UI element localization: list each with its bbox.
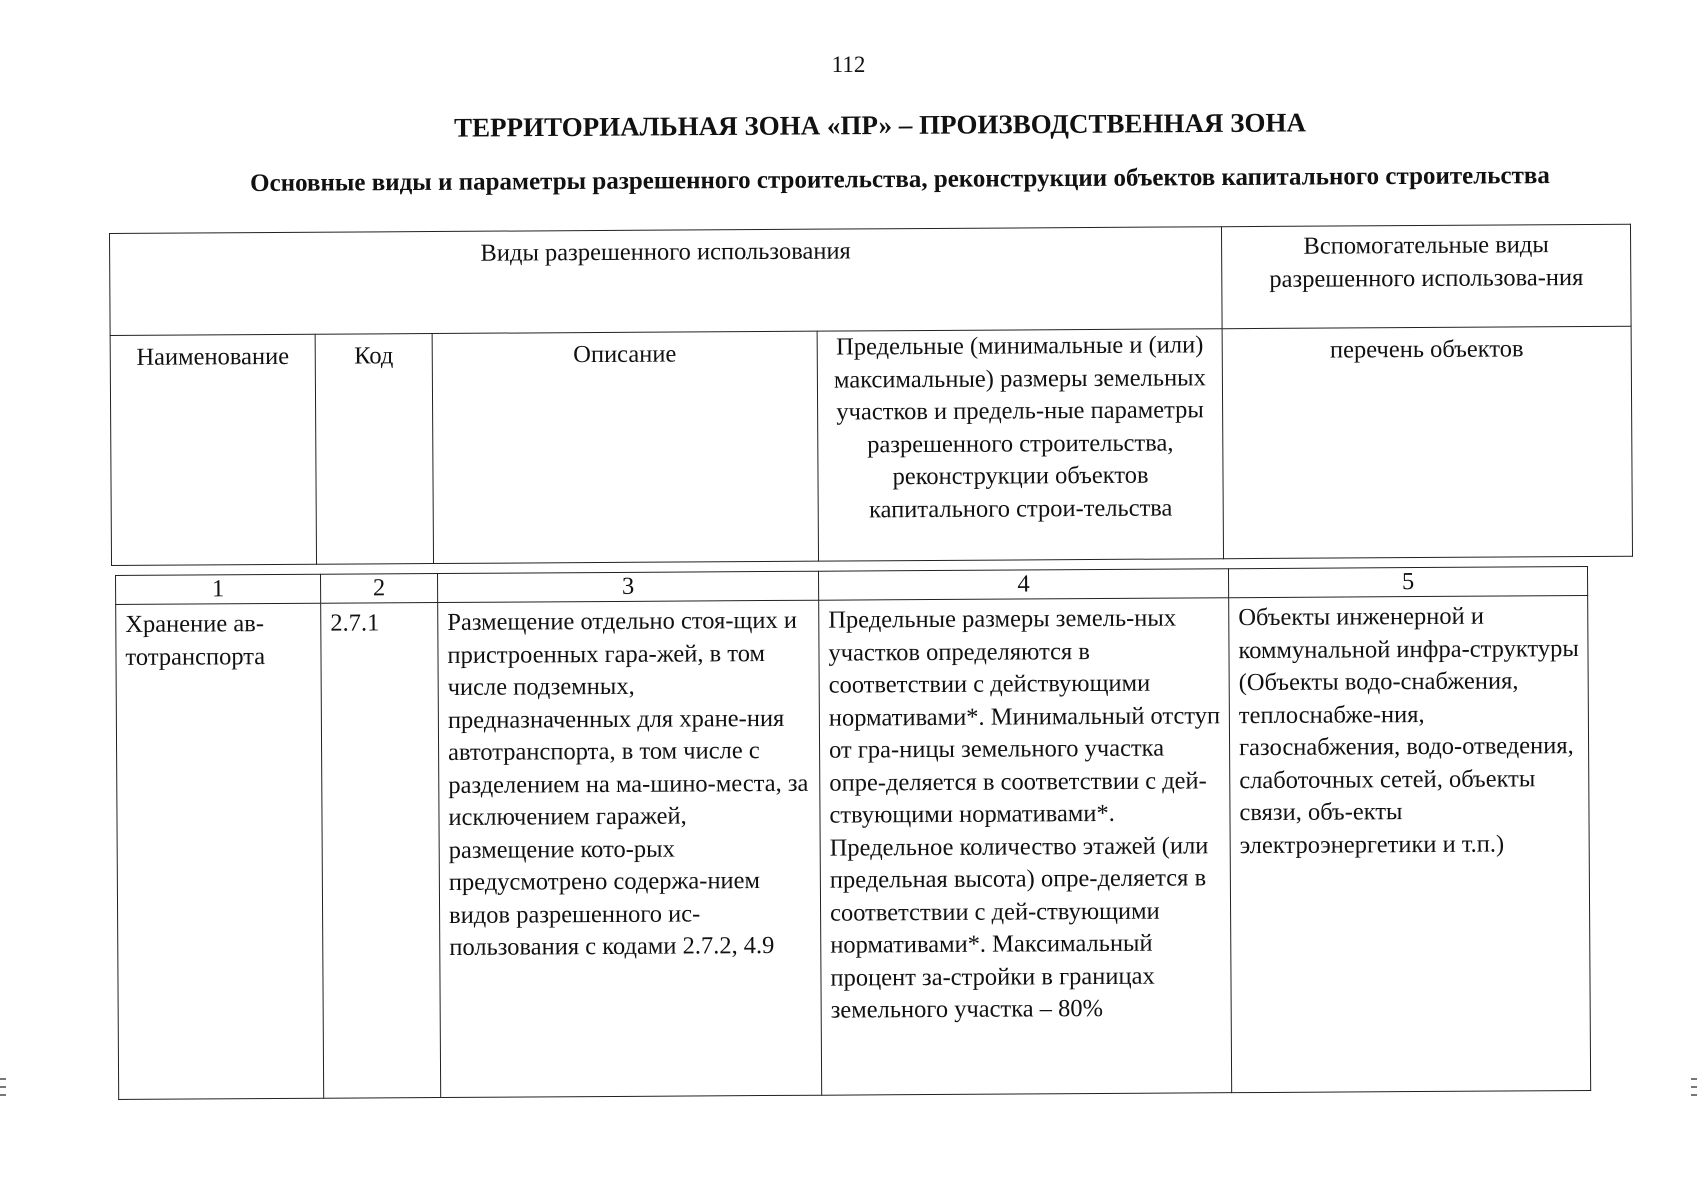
table-row	[116, 596, 1591, 1100]
column-header-description	[432, 331, 818, 563]
group-header-label: Виды разрешенного использования	[480, 237, 851, 267]
group-header-row	[110, 224, 1632, 335]
column-number: 3	[437, 571, 818, 602]
row-description: Размещение отдельно стоя-щих и пристроенных гара-жей, в том числе подземных, предназначенных для хране-ния автотранспорта, в том числе с разделением на ма-шино-места, за исключением гаражей, размещение кото-рых предусмотрено содержа-нием видов разрешенного ис-пользования с кодами 2.7.2, 4.9	[438, 600, 822, 1097]
scan-edge-mark	[0, 1086, 6, 1088]
table-body	[115, 566, 1591, 1100]
column-header-params-label: Предельные (минимальные и (или) максимальные) размеры земельных участков и предель-ные параметры разрешенного строительства, реконструкции объектов капитального строи-тельства	[833, 331, 1206, 523]
column-header-code	[315, 334, 433, 565]
aux-header-cell	[1222, 224, 1632, 328]
column-header-code-label: Код	[354, 342, 394, 370]
row-params: Предельные размеры земель-ных участков определяются в соответствии с действующими нормативами*. Минимальный отступ от гра-ницы земельного участка опре-деляется в соответствии с дей-ствующими нормативами*. Предельное количество этажей (или предельная высота) опре-деляется в соответствии с дей-ствующими нормативами*. Максимальный процент за-стройки в границах земельного участка – 80%	[819, 598, 1232, 1095]
column-header-description-label: Описание	[573, 340, 677, 369]
scan-edge-mark	[0, 1078, 6, 1080]
column-header-objects-label: перечень объектов	[1329, 335, 1524, 364]
row-name: Хранение ав-тотранспорта	[116, 603, 324, 1099]
scan-edge-mark	[1691, 1086, 1697, 1088]
row-objects: Объекты инженерной и коммунальной инфра-структуры (Объекты водо-снабжения, теплоснабже-ния, газоснабжения, водо-отведения, слаботочных сетей, объекты связи, объ-екты электроэнергетики и т.п.)	[1229, 596, 1591, 1093]
page-number: 112	[831, 52, 866, 77]
section-title: Основные виды и параметры разрешенного строительства, реконструкции объектов капитального строительства	[250, 162, 1550, 197]
scan-edge-mark	[0, 1094, 6, 1096]
column-header-name	[110, 334, 316, 565]
table-header	[109, 224, 1633, 566]
aux-header-label: Вспомогательные виды разрешенного использова-ния	[1269, 231, 1584, 293]
column-header-row	[110, 326, 1632, 565]
scan-edge-mark	[1691, 1094, 1697, 1096]
column-number: 2	[320, 574, 437, 604]
column-header-objects	[1222, 326, 1632, 558]
column-header-params	[817, 329, 1223, 561]
row-code: 2.7.1	[321, 603, 441, 1099]
column-number: 5	[1228, 567, 1587, 598]
column-number: 4	[818, 569, 1228, 601]
column-header-name-label: Наименование	[136, 342, 290, 371]
scan-edge-mark	[1691, 1078, 1697, 1080]
group-header-cell	[110, 227, 1223, 336]
column-number: 1	[116, 574, 321, 604]
zone-title: ТЕРРИТОРИАЛЬНАЯ ЗОНА «ПР» – ПРОИЗВОДСТВЕННАЯ ЗОНА	[453, 107, 1307, 143]
